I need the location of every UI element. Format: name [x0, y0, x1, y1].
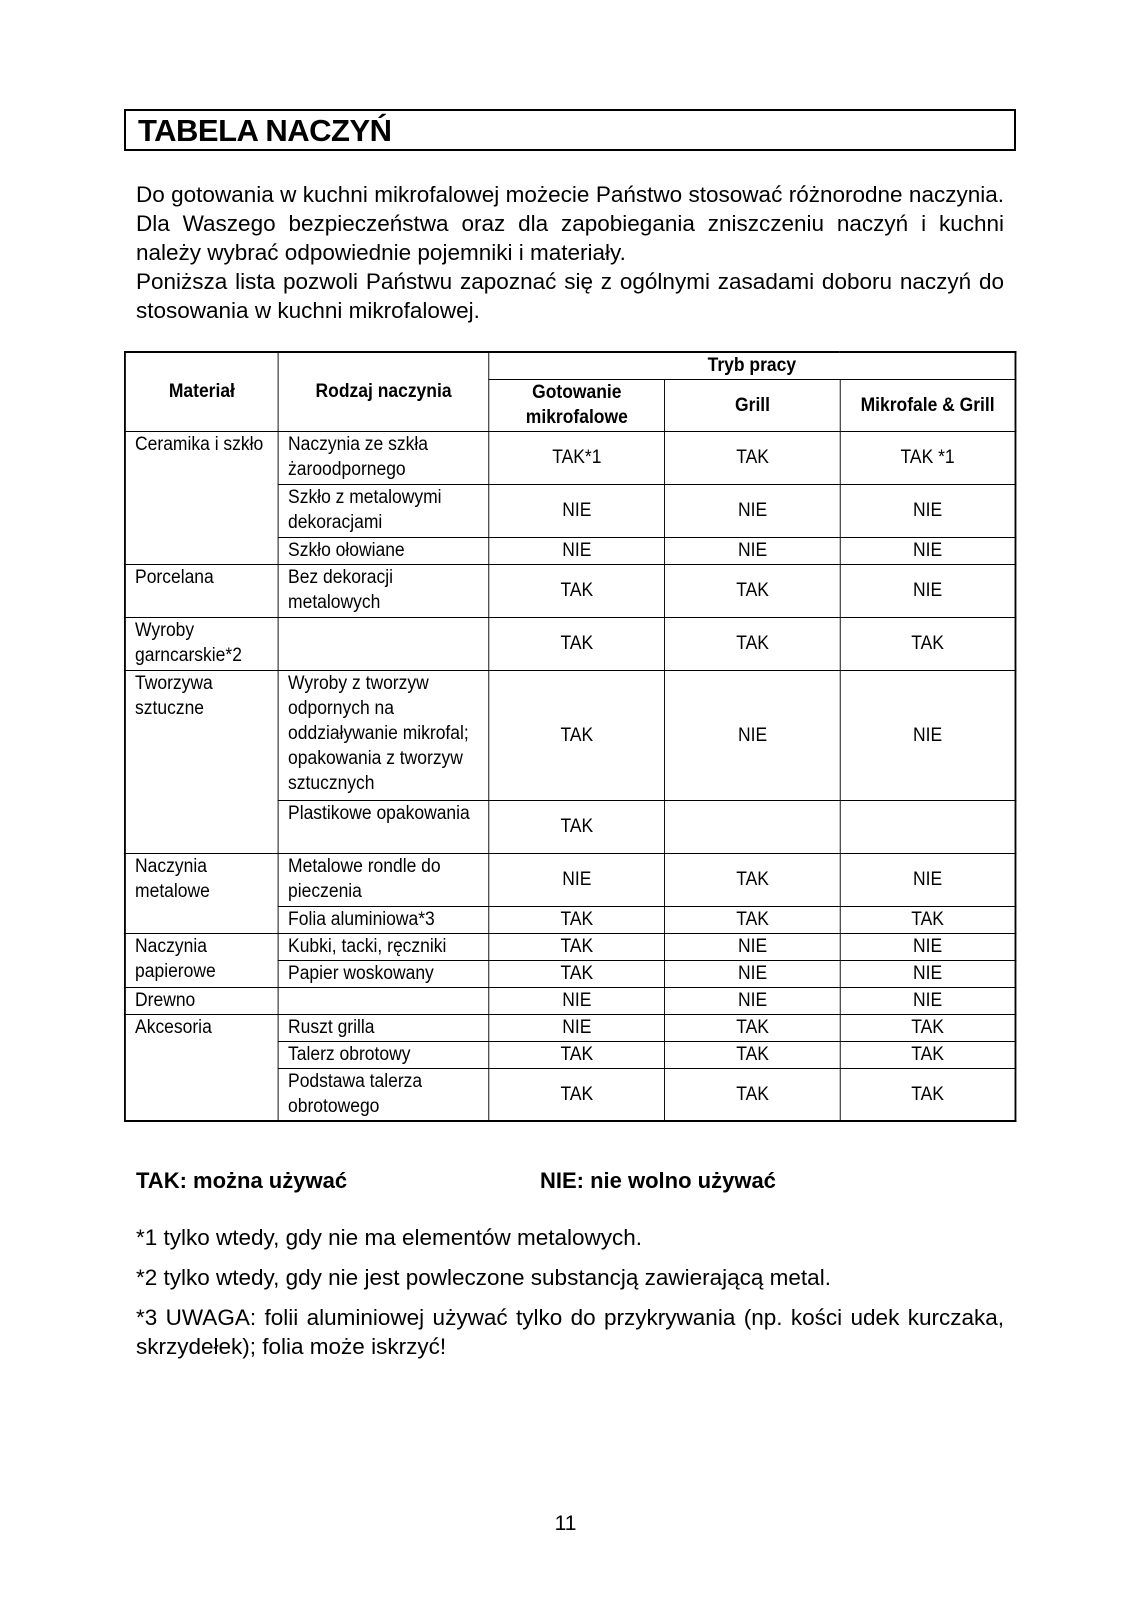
value-cell: NIE — [665, 987, 840, 1014]
header-combo: Mikrofale & Grill — [840, 379, 1015, 431]
value-cell: NIE — [489, 853, 665, 906]
kind-cell: Ruszt grilla — [278, 1014, 488, 1041]
value-cell: TAK — [665, 853, 840, 906]
kind-cell: Szkło z metalowymi dekoracjami — [278, 484, 488, 537]
value-cell: NIE — [489, 1014, 665, 1041]
table-row — [125, 933, 1016, 960]
kind-cell — [278, 617, 488, 670]
value-cell: TAK — [665, 906, 840, 933]
table-row — [125, 431, 1016, 484]
value-cell: NIE — [840, 564, 1015, 617]
legend-allowed: TAK: można używać — [136, 1168, 348, 1193]
value-cell: NIE — [840, 670, 1015, 800]
value-cell: TAK — [665, 1068, 840, 1121]
intro-text — [136, 180, 1004, 325]
table-row — [125, 987, 1016, 1014]
value-cell: TAK — [489, 933, 665, 960]
footnote: *2 tylko wtedy, gdy nie jest powleczone substancją zawierającą metal. — [136, 1265, 831, 1290]
value-cell: TAK — [489, 1041, 665, 1068]
value-cell: TAK — [840, 1041, 1015, 1068]
value-cell: NIE — [489, 537, 665, 564]
kind-cell: Wyroby z tworzyw odpornych na oddziaływanie mikrofal; opakowania z tworzyw sztucznych — [278, 670, 488, 800]
kind-cell: Kubki, tacki, ręczniki — [278, 933, 488, 960]
kind-cell: Talerz obrotowy — [278, 1041, 488, 1068]
kind-cell: Podstawa talerza obrotowego — [278, 1068, 488, 1121]
value-cell: NIE — [489, 987, 665, 1014]
kind-cell: Szkło ołowiane — [278, 537, 488, 564]
page-number: 11 — [554, 1512, 577, 1535]
value-cell: TAK — [489, 564, 665, 617]
value-cell: NIE — [489, 484, 665, 537]
material-cell: Wyroby garncarskie*2 — [125, 617, 278, 670]
value-cell: TAK — [665, 1041, 840, 1068]
value-cell — [840, 800, 1015, 853]
value-cell: TAK — [840, 1014, 1015, 1041]
material-cell: Drewno — [125, 987, 278, 1014]
table-row — [125, 853, 1016, 906]
value-cell: TAK — [489, 1068, 665, 1121]
value-cell: NIE — [840, 853, 1015, 906]
material-cell: Naczynia papierowe — [125, 933, 278, 987]
material-cell: Akcesoria — [125, 1014, 278, 1121]
table-row — [125, 617, 1016, 670]
value-cell: TAK — [840, 617, 1015, 670]
dishes-table — [124, 351, 1016, 1122]
value-cell: TAK — [665, 431, 840, 484]
value-cell: TAK — [840, 1068, 1015, 1121]
table-row — [125, 564, 1016, 617]
value-cell: NIE — [840, 933, 1015, 960]
intro-paragraph: Poniższa lista pozwoli Państwu zapoznać się z ogólnymi zasadami doboru naczyń do stosowania w kuchni mikrofalowej. — [136, 269, 1004, 323]
value-cell: TAK — [489, 960, 665, 987]
value-cell: TAK — [489, 670, 665, 800]
value-cell: TAK *1 — [840, 431, 1015, 484]
kind-cell: Naczynia ze szkła żaroodpornego — [278, 431, 488, 484]
kind-cell — [278, 987, 488, 1014]
value-cell: NIE — [840, 537, 1015, 564]
footnote: *3 UWAGA: folii aluminiowej używać tylko do przykrywania (np. kości udek kurczaka, skrzydełek); folia może iskrzyć! — [136, 1305, 1004, 1359]
value-cell: NIE — [840, 484, 1015, 537]
kind-cell: Papier woskowany — [278, 960, 488, 987]
kind-cell: Bez dekoracji metalowych — [278, 564, 488, 617]
value-cell: NIE — [665, 933, 840, 960]
material-cell: Porcelana — [125, 564, 278, 617]
header-microwave: Gotowanie mikrofalowe — [489, 379, 665, 431]
value-cell: TAK*1 — [489, 431, 665, 484]
material-cell: Naczynia metalowe — [125, 853, 278, 933]
value-cell: NIE — [665, 484, 840, 537]
page-title-box — [124, 109, 1016, 151]
footnote: *1 tylko wtedy, gdy nie ma elementów metalowych. — [136, 1225, 643, 1250]
value-cell: TAK — [840, 906, 1015, 933]
value-cell: NIE — [840, 960, 1015, 987]
footnotes — [136, 1223, 1004, 1372]
legend-forbidden: NIE: nie wolno używać — [540, 1168, 776, 1193]
kind-cell: Metalowe rondle do pieczenia — [278, 853, 488, 906]
value-cell: NIE — [665, 537, 840, 564]
kind-cell: Plastikowe opakowania — [278, 800, 488, 853]
material-cell: Tworzywa sztuczne — [125, 670, 278, 853]
value-cell: NIE — [840, 987, 1015, 1014]
header-mode: Tryb pracy — [489, 352, 1016, 379]
table-row — [125, 670, 1016, 800]
kind-cell: Folia aluminiowa*3 — [278, 906, 488, 933]
header-material: Materiał — [125, 352, 278, 431]
value-cell: TAK — [665, 1014, 840, 1041]
table-row — [125, 1014, 1016, 1041]
value-cell: NIE — [665, 960, 840, 987]
value-cell: NIE — [665, 670, 840, 800]
value-cell — [665, 800, 840, 853]
material-cell: Ceramika i szkło — [125, 431, 278, 564]
page-title: TABELA NACZYŃ — [138, 113, 392, 148]
value-cell: TAK — [665, 617, 840, 670]
value-cell: TAK — [665, 564, 840, 617]
header-grill: Grill — [665, 379, 840, 431]
value-cell: TAK — [489, 800, 665, 853]
intro-paragraph: Do gotowania w kuchni mikrofalowej możecie Państwo stosować różnorodne naczynia. Dla Waszego bezpieczeństwa oraz dla zapobiegania zniszczeniu naczyń i kuchni należy wybrać odpowiednie pojemniki i materiały. — [136, 182, 1004, 265]
value-cell: TAK — [489, 617, 665, 670]
header-kind: Rodzaj naczynia — [278, 352, 488, 431]
value-cell: TAK — [489, 906, 665, 933]
